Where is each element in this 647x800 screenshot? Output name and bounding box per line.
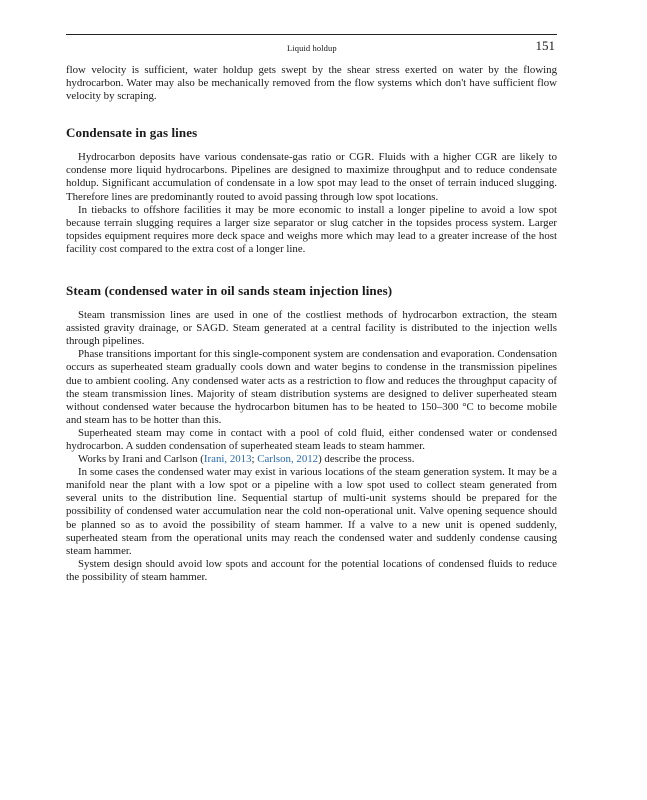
section-heading-condensate: Condensate in gas lines xyxy=(66,125,198,141)
paragraph: Steam transmission lines are used in one of the costliest methods of hydrocarbon extraction, the steam assisted gravity drainage, or SAGD. Steam generated at a central facility is distributed to the injection wells through pipelines. xyxy=(66,309,557,348)
paragraph: In tiebacks to offshore facilities it may be more economic to install a longer pipeline to avoid a low spot because terrain slugging requires a larger size separator or slug catcher in the topsides process system. Larger topsides equipment requires more deck space and weighs more which may lead to a greater increase of the host facility cost compared to the extra cost of a longer line. xyxy=(66,203,557,255)
document-page xyxy=(66,0,557,800)
citation-text-before: Works by Irani and Carlson ( xyxy=(78,453,204,466)
page-header xyxy=(66,34,557,55)
running-head: Liquid holdup xyxy=(287,43,337,53)
citation-paragraph xyxy=(66,453,557,466)
citation-link-carlson[interactable]: Carlson, 2012 xyxy=(257,453,319,466)
citation-link-irani[interactable]: Irani, 2013 xyxy=(203,453,252,466)
section-heading-steam: Steam (condensed water in oil sands steam injection lines) xyxy=(66,283,393,299)
citation-separator: ; xyxy=(251,453,258,466)
intro-paragraph: flow velocity is sufficient, water holdup gets swept by the shear stress exerted on water by the flowing hydrocarbon. Water may also be mechanically removed from the flow systems which don't have sufficient flow velocity by scraping. xyxy=(66,64,557,103)
paragraph: Superheated steam may come in contact with a pool of cold fluid, either condensed water or condensed hydrocarbon. A sudden condensation of superheated steam leads to steam hammer. xyxy=(66,426,557,452)
page-body xyxy=(66,64,557,584)
paragraph: Hydrocarbon deposits have various condensate-gas ratio or CGR. Fluids with a higher CGR are likely to condense more liquid hydrocarbons. Pipelines are designed to maximize throughput and to reduce condensate holdup. Significant accumulation of condensate in a low spot may lead to the onset of terrain induced slugging. Therefore lines are predominantly routed to avoid passing through low spot locations. xyxy=(66,151,557,203)
page-number: 151 xyxy=(535,38,555,53)
paragraph: System design should avoid low spots and account for the potential locations of condensed fluids to reduce the possibility of steam hammer. xyxy=(66,557,557,583)
paragraph: Phase transitions important for this single-component system are condensation and evaporation. Condensation occurs as superheated steam gradually cools down and water begins to condense in the transmission pipelines due to ambient cooling. Any condensed water acts as a restriction to flow and reduces the throughput capacity of the steam transmission lines. Majority of steam distribution systems are designed to deliver superheated steam without condensed water because the hydrocarbon bitumen has to be heated to 150–300 °C to become mobile and steam has to be hotter than this. xyxy=(66,348,557,426)
paragraph: In some cases the condensed water may exist in various locations of the steam generation system. It may be a manifold near the plant with a low spot or a pipeline with a low spot used to collect steam generated from several units to the distribution line. Sequential startup of multi-unit systems should be prepared for the possibility of condensed water accumulation near the cold non-operational unit. Valve opening sequence should be planned so as to avoid the possibility of steam hammer. If a valve to a new unit is opened suddenly, superheated steam from the operational units may reach the condensed water and suddenly condense causing steam hammer. xyxy=(66,466,557,557)
citation-text-after: ) describe the process. xyxy=(318,453,415,466)
